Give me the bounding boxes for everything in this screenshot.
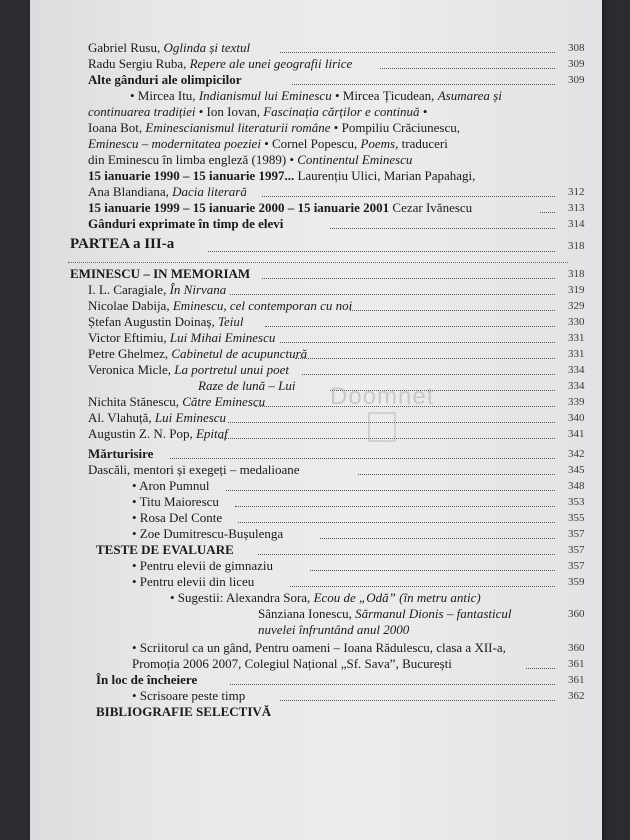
leader-dots [258,554,555,555]
leader-dots [230,294,555,295]
page-number: 345 [568,464,585,476]
page-number: 360 [568,608,585,620]
leader-dots [230,684,555,685]
leader-dots [295,358,555,359]
leader-dots [310,570,555,571]
page-number: 331 [568,348,585,360]
leader-dots [330,228,555,229]
part-heading: PARTEA a III-a [70,236,175,252]
page-number: 339 [568,396,585,408]
page-number: 330 [568,316,585,328]
leader-dots [280,700,555,701]
page-number: 334 [568,364,585,376]
toc-subentry: • Zoe Dumitrescu-Bușulenga [132,526,284,541]
toc-entry: Gabriel Rusu, Oglinda și textul [88,40,251,55]
page-number: 355 [568,512,585,524]
page-number: 318 [568,240,585,252]
page-number: 359 [568,576,585,588]
leader-dots [380,68,555,69]
leader-dots [262,196,555,197]
leader-dots [280,342,555,343]
page-number: 334 [568,380,585,392]
leader-dots [290,586,555,587]
page-number: 312 [568,186,585,198]
toc-entry: Dascăli, mentori și exegeți – medalioane [88,462,300,477]
toc-entry: Radu Sergiu Ruba, Repere ale unei geografii lirice [88,56,353,71]
toc-subentry: • Scriitorul ca un gând, Pentru oameni – Ioana Rădulescu, clasa a XII-a, [132,640,506,655]
leader-dots [262,278,555,279]
toc-subentry: • Pentru elevii de gimnaziu [132,558,274,573]
toc-subentry: • Titu Maiorescu [132,494,219,509]
leader-dots [292,84,555,85]
page-number: 314 [568,218,585,230]
page-number: 357 [568,560,585,572]
toc-section: EMINESCU – IN MEMORIAM [70,266,251,281]
toc-entry: 15 ianuarie 1990 – 15 ianuarie 1997... Laurențiu Ulici, Marian Papahagi, [88,168,476,183]
leader-dots [358,474,555,475]
page-number: 362 [568,690,585,702]
toc-subentry: Eminescu – modernitatea poeziei • Cornel Popescu, Poems, traduceri [88,136,448,151]
toc-subentry: • Sugestii: Alexandra Sora, Ecou de „Odă” (în metru antic) [170,590,481,605]
toc-subentry: • Pentru elevii din liceu [132,574,255,589]
toc-subentry: • Rosa Del Conte [132,510,223,525]
page-number: 308 [568,42,585,54]
leader-dots [350,310,555,311]
page-number: 309 [568,74,585,86]
leader-dots [238,522,555,523]
watermark: Doomnet [330,383,435,410]
page-number: 340 [568,412,585,424]
book-page [30,0,602,840]
toc-section: Mărturisire [88,446,154,461]
separator [68,262,568,263]
toc-subentry: nuvelei înfruntând anul 2000 [258,622,410,637]
toc-entry: Nicolae Dabija, Eminescu, cel contemporan cu noi [88,298,353,313]
toc-entry: Ana Blandiana, Dacia literară [88,184,247,199]
toc-entry: I. L. Caragiale, În Nirvana [88,282,227,297]
page-number: 353 [568,496,585,508]
leader-dots [170,458,555,459]
page-number: 361 [568,658,585,670]
page-number: 331 [568,332,585,344]
page-number: 318 [568,268,585,280]
page-number: 361 [568,674,585,686]
toc-entry: Veronica Micle, La portretul unui poet [88,362,289,377]
page-number: 342 [568,448,585,460]
leader-dots [280,52,555,53]
toc-section: În loc de încheiere [96,672,198,687]
leader-dots [526,668,555,669]
leader-dots [265,326,555,327]
page-number: 360 [568,642,585,654]
toc-entry: Raze de lună – Lui [198,378,296,393]
toc-section: Alte gânduri ale olimpicilor [88,72,242,87]
page-number: 309 [568,58,585,70]
page-number: 348 [568,480,585,492]
toc-subentry: • Mircea Itu, Indianismul lui Eminescu • Mircea Țicudean, Asumarea și [130,88,502,103]
page-number: 357 [568,544,585,556]
toc-entry: Al. Vlahuță, Lui Eminescu [88,410,227,425]
watermark-logo [368,412,396,442]
leader-dots [235,506,555,507]
toc-subentry: • Scrisoare peste timp [132,688,246,703]
toc-subentry: Ioana Bot, Eminescianismul literaturii române • Pompiliu Crăciunescu, [88,120,461,135]
page-number: 319 [568,284,585,296]
toc-section: Gânduri exprimate în timp de elevi [88,216,284,231]
toc-section: TESTE DE EVALUARE [96,542,234,557]
toc-entry: Petre Ghelmez, Cabinetul de acupunctură [88,346,308,361]
toc-entry: Ștefan Augustin Doinaș, Teiul [88,314,244,329]
toc-entry: 15 ianuarie 1999 – 15 ianuarie 2000 – 15 ianuarie 2001 Cezar Ivănescu [88,200,473,215]
leader-dots [208,251,555,252]
page-number: 341 [568,428,585,440]
leader-dots [320,538,555,539]
toc-subentry: din Eminescu în limba engleză (1989) • Continentul Eminescu [88,152,413,167]
page-number: 357 [568,528,585,540]
toc-subentry: Promoția 2006 2007, Colegiul Național „Sf. Sava”, București [132,656,452,671]
toc-entry: Augustin Z. N. Pop, Epitaf [88,426,228,441]
leader-dots [540,212,555,213]
page-number: 313 [568,202,585,214]
toc-entry: Nichita Stănescu, Către Eminescu [88,394,266,409]
toc-subentry: continuarea tradiției • Ion Iovan, Fascinația cărților e continuă • [88,104,428,119]
toc-entry: Victor Eftimiu, Lui Mihai Eminescu [88,330,276,345]
leader-dots [226,490,555,491]
page-number: 329 [568,300,585,312]
toc-subentry: • Aron Pumnul [132,478,210,493]
toc-subentry: Sânziana Ionescu, Sărmanul Dionis – fantasticul [258,606,512,621]
leader-dots [302,374,555,375]
toc-section: BIBLIOGRAFIE SELECTIVĂ [96,704,272,719]
